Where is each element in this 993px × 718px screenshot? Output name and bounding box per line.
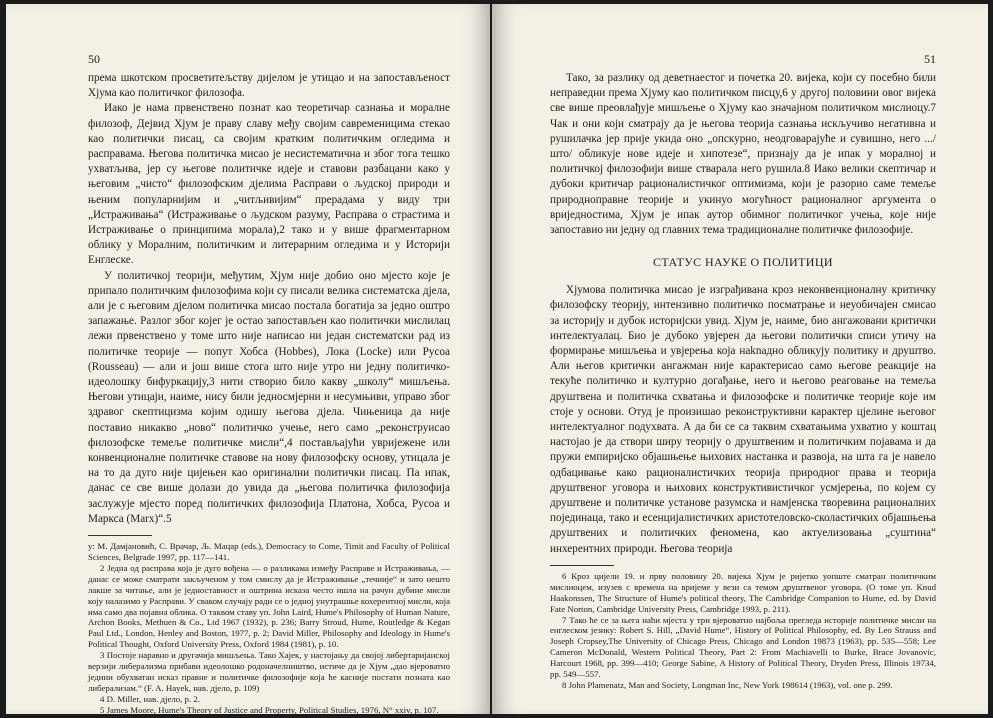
- paragraph: Иако је нама првенствено познат као теоретичар сазнања и моралне филозоф, Дејвид Хјум је праву славу међу својим савременицима стекао као политички писац, са својим кратким политичким огледима и расправама. Његова политичка мисао је несистематична и због тога тешко ухватљива, јер су његове политичке идеје и ставови разбацани како у његовим „чисто“ филозофским дјелима Расправи о људској природи и њеним популарнијим и „читљивијим“ прерадама у виду три „Истраживања“ (Истраживање о људском разуму, Расправа о страстима и Истраживање о принципима морала),2 тако и у више фрагментарном облику у Моралним, политичким и литерарним огледима и у Историји Енглеске.: [88, 102, 450, 267]
- footnote: 5 James Moore, Hume's Theory of Justice and Property, Political Studies, 1976, N° xxiv, p. 107.: [100, 704, 439, 714]
- footnote-rule: [88, 535, 152, 536]
- page-number: 50: [88, 52, 100, 66]
- paragraph: Хјумова политичка мисао је изграђивана кроз неконвенционалну критичку филозофску теорију, интензивно политичко посматрање и неуобичајен смисао за историју и дубок историјски увид. Хјум је, наиме, био ангажовани критички интелектуалац. Био је дубоко увјерен да његови политички списи утичу на формирање мишљења и увјерења која наknадно обликују политику и друштво. Али његов критички ангажман није карактерисао само његове реакције на текуће политичко и културно догађање, него и његово реаговање на темеља друштвена и политичка схватања и филозофске и политичке теорије које им стоје у основи. Отуд је произишао реконструктивни карактер цјелине његовог интелектуалног подухвата. А да би се са таквим схватањима ухватио у коштац настојао је да створи ширу теорију о друштвеним и политичким појавама и да пружи емпиријско објашњење њихових настанка и развоја, на шта га је навело одбацивање како рационалистичких теорија природног права и теорија друштвеног уговора и њихових конструктивистичког усмјерења, по којем су друштвене и политичке установе разумска и намјенска творевина рационалних појединаца, тако и есенцијалистичких аристотеловско-сколастичких објашњења друштвених и политичких феномена, као актуелизовања „суштина“ инхерентних природи. Његова теорија: [550, 284, 936, 555]
- page-number: 51: [924, 52, 936, 66]
- footnote: 8 John Plamenatz, Man and Society, Longman Inc, New York 198614 (1963), vol. one p. 299.: [562, 679, 893, 690]
- footnotes: [88, 541, 450, 714]
- footnote-rule: [550, 565, 614, 566]
- section-heading: СТАТУС НАУКЕ О ПОЛИТИЦИ: [652, 255, 834, 270]
- footnote: 4 D. Miller, нав. дјело, p. 2.: [100, 693, 200, 704]
- footnote: у: М. Дамјановић, С. Врачар, Љ. Мацар (eds.), Democracy to Come, Timit and Faculty of Political Sciences, Belgrade 1997, pp. 117—141.: [88, 541, 450, 562]
- footnote: 6 Кроз цијели 19. и прву половину 20. вијека Хјум је ријетко уопште сматран политичким мислиоцем, изузев с времена на вријеме у вези са темом друштвеног уговора. (О томе уп. Knud Haakonssen, The Structure of Hume's political theory, The Cambridge Companion to Hume, ed. by David Fate Norton, Cambridge University Press, Cambridge 1993, p. 211).: [550, 570, 936, 614]
- paragraph: Тако, за разлику од деветнаестог и почетка 20. вијека, који су посебно били неправедни према Хјуму као политичком писцу,6 у другој половини овог вијека све више преовлађује мишљење о Хјуму као значајном политичком мислиоцу.7 Чак и они који сматрају да је његова теорија сазнања искључиво негативна и рушилачка јер прије укида оно „опскурно, неодговарајуће и сувишно, него .../што/ обликује нове идеје и хипотезе“, признају да је ипак у моралној и политичкој филозофији више стварала него рушила.8 Иако велики скептичар и дубоки критичар рационалистичког оптимизма, који је разорио саме темеље природноправне теорије и укинуо могућност рационалног аргумента о вриједностима, Хјум је ипак аутор обимног политичког учења, које није запоставио ни једну од главних тема традиционалне политичке филозофије.: [550, 72, 936, 237]
- body-text: [88, 71, 450, 527]
- footnote: 7 Тако ће се за њега наћи мјеста у три вјероватно најбоља прегледа историје политичке мисли на енглеском језику: Robert S. Hill, „David Hume“, History of Political Philosophy, ed. By Leo Strauss and Joseph Cropsey,The University of Chicago Press, Chicago and London 19873 (1963), pp. 535—558; Lee Cameron McDonald, Western Political Theory, Part 2: From Machiavelli to Burke, Brace Jovanovic, Harcourt 1968, pp. 399—410; George Sabine, A History of Political Theory, Dryden Press, Illinois 19734, pp. 549—557.: [550, 614, 936, 680]
- footnotes: [550, 571, 936, 691]
- paragraph: У политичкој теорији, међутим, Хјум није добио оно мјесто које је припало политичким филозофима који су писали велика систематска дјела, али је с његовим дјелом политичка мисао постала богатија за једно оштро запажање. Разлог због којег је остао запостављен као политички мислилац лежи првенствено у томе што није написао ни један систематски рад из политичке теорије — попут Хобса (Hobbes), Лока (Locke) или Русоа (Rousseau) — али и још више стога што није утро ни једну политичко-идеолошку бифуркацију,3 нити створио било какву „школу“ мишљења. Његови утицаји, наиме, нису били једносмјерни и несумњиви, управо због здравог скептицизма којим одишу његова дјела. Чињеница да није поставио никакво „ново“ политичко учење, него само „реконструисао филозофске темеље политичке мисли“,4 постављајући увријежене или конвенционалне политичке ставове на нову филозофску основу, утицала је на то да дуго није цијењен као оригинални политички писац. Па ипак, данас се све више долази до увида да „његова политичка филозофија заслужује мјесто поред политичких филозофија Платона, Хобса, Русоа и Маркса (Marx)“.5: [88, 269, 450, 525]
- footnote: 2 Једна од расправа која је дуго вођена — о разликама између Расправе и Истраживања, — данас се може сматрати закљученом у том смислу да је Истраживање „течније“ и зато нешто лакше за читање, али је једноставност и оштрина исказа често ишла на рачун дубине мисли коју налазимо у Расправи. У сваком случају ради се о једној унутрашње кохерентној мисли, која има само два појавна облика. О таквом ставу уп. John Laird, Hume's Philosophy of Human Nature, Archon Books, Methuen & Co., Ltd 1967 (1932), p. 236; Barry Stroud, Hume, Routledge & Kegan Paul Ltd., London, Henley and Boston, 1977, p. 2; David Miller, Philosophy and Ideology in Hume's Political Thought, Oxford University Press, Oxford 1984 (1981), p. 10.: [88, 562, 450, 650]
- footnote: 3 Постоје наравно и другачија мишљења. Тако Хајек, у настојању да својој либертаријанској верзији либерализма прибави идеолошко родоначелништво, истиче да је Хјум „дао вјероватно једини обухватан исказ правне и политичке филозофије која ће касније постати позната као либерализам.“ (F. A. Hayek, нав. дјело, p. 109): [88, 650, 450, 693]
- left-page: [6, 4, 490, 714]
- body-text: [550, 71, 936, 557]
- paragraph: према шкотском просветитељству дијелом је утицао и на запостављеност Хјума као политичког филозофа.: [88, 72, 450, 100]
- right-page: [492, 4, 988, 714]
